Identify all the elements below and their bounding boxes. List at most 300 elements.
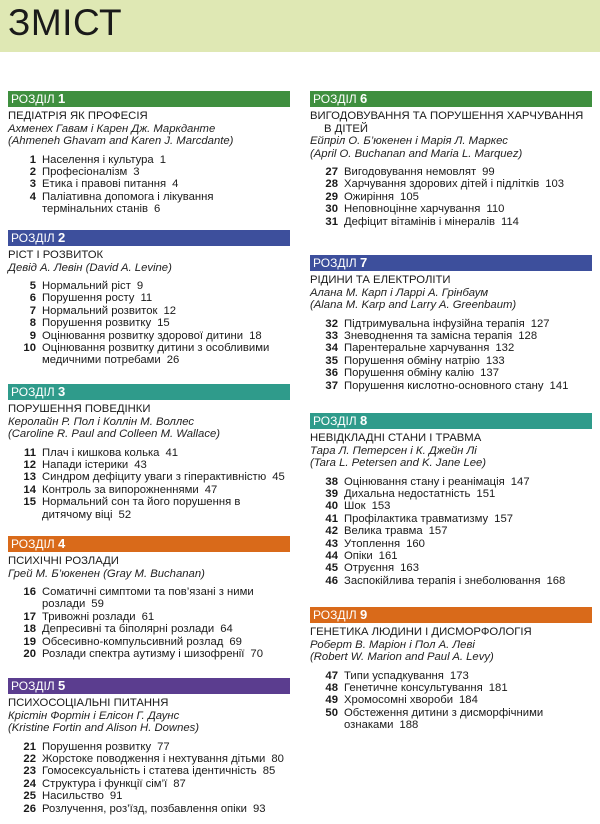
chapter-entry[interactable]	[310, 488, 592, 500]
chapter-title-line: Структура і функції сім’ї	[42, 777, 168, 790]
chapter-title	[42, 317, 290, 329]
chapter-title	[42, 623, 290, 635]
chapter-entry[interactable]	[8, 611, 290, 623]
chapter-page: 147	[510, 475, 530, 488]
chapter-page: 160	[406, 537, 425, 550]
chapter-page: 4	[172, 178, 179, 191]
chapter-entry[interactable]	[310, 380, 592, 392]
chapter-title	[42, 484, 290, 496]
chapter-list	[8, 447, 290, 521]
chapter-title	[344, 342, 592, 354]
chapter-title-line: Обсесивно-компульсивний розлад	[42, 635, 224, 648]
chapter-title	[42, 471, 290, 483]
chapter-number: 35	[325, 354, 338, 367]
chapter-title	[344, 550, 592, 562]
section-title: ПОРУШЕННЯ ПОВЕДІНКИ	[8, 403, 151, 415]
section-label: РОЗДІЛ	[313, 256, 357, 270]
chapter-list	[310, 318, 592, 392]
chapter-entry[interactable]	[8, 636, 290, 648]
section-label: РОЗДІЛ	[11, 385, 55, 399]
section-header-bar	[310, 91, 592, 107]
chapter-entry[interactable]	[8, 154, 290, 166]
section-label: РОЗДІЛ	[313, 414, 357, 428]
chapter-title-line: Шок	[344, 500, 366, 513]
chapter-page: 15	[157, 317, 170, 330]
chapter-page: 9	[136, 280, 144, 292]
chapter-page: 173	[449, 669, 469, 682]
chapter-title	[344, 178, 592, 190]
chapter-title-line: Депресивні та біполярні розлади	[42, 623, 215, 636]
section-number: 6	[360, 91, 368, 106]
chapter-title	[42, 330, 290, 342]
chapter-title-line: Порушення обміну натрію	[344, 354, 480, 367]
section-authors: Девід А. Левін (David A. Levine)	[8, 261, 172, 274]
section-header-bar	[8, 678, 290, 694]
chapter-number: 25	[23, 790, 36, 803]
chapter-number: 2	[29, 165, 36, 178]
chapter-number: 14	[23, 483, 36, 496]
chapter-title	[344, 318, 592, 330]
chapter-number: 24	[23, 777, 36, 790]
chapter-title	[344, 670, 592, 682]
chapter-page: 103	[545, 178, 565, 191]
section-authors: Тара Л. Петерсен і К. Джейн Лі	[310, 444, 477, 457]
chapter-page: 59	[91, 598, 104, 611]
chapter-title	[344, 562, 592, 574]
chapter-title-line: Нормальний розвиток	[42, 304, 158, 317]
chapter-number: 29	[325, 190, 338, 203]
chapter-title	[344, 330, 592, 342]
chapter-title-line: Контроль за випорожненнями	[42, 483, 199, 496]
chapter-page: 85	[262, 765, 276, 778]
chapter-number: 8	[29, 317, 36, 330]
toc-section	[310, 607, 592, 732]
chapter-page: 41	[165, 446, 179, 459]
section-authors: Роберт В. Маріон і Пол А. Леві	[310, 638, 475, 651]
toc-section	[8, 678, 290, 815]
section-header-bar	[8, 384, 290, 400]
chapter-entry[interactable]	[8, 305, 290, 317]
chapter-list	[310, 166, 592, 228]
chapter-number: 17	[23, 610, 36, 623]
chapter-title-line: Велика травма	[344, 525, 423, 538]
chapter-entry[interactable]	[8, 765, 290, 777]
chapter-title-line: Напади істерики	[42, 458, 129, 471]
chapter-entry[interactable]	[8, 342, 290, 367]
chapter-entry[interactable]	[8, 292, 290, 304]
chapter-title	[42, 741, 290, 753]
section-number: 7	[360, 255, 368, 270]
chapter-page: 45	[272, 471, 285, 484]
chapter-number: 37	[325, 379, 338, 392]
chapter-entry[interactable]	[8, 790, 290, 802]
chapter-title-line: Гомосексуальність і статева ідентичність	[42, 765, 257, 778]
chapter-page: 188	[399, 719, 419, 732]
chapter-number: 7	[29, 304, 36, 317]
chapter-number: 50	[325, 706, 338, 719]
chapter-entry[interactable]	[310, 500, 592, 512]
chapter-page: 80	[271, 752, 284, 765]
chapter-number: 5	[29, 280, 36, 292]
chapter-entry[interactable]	[310, 513, 592, 525]
chapter-entry[interactable]	[310, 694, 592, 706]
chapter-page: 137	[480, 367, 499, 380]
chapter-title-line: Тривожні розлади	[42, 610, 136, 623]
section-title: ВИГОДОВУВАННЯ ТА ПОРУШЕННЯ ХАРЧУВАННЯ	[310, 110, 584, 122]
chapter-page: 69	[229, 635, 242, 648]
chapter-title-line: Оцінювання стану і реанімація	[344, 475, 505, 488]
section-header-bar	[8, 91, 290, 107]
chapter-title	[42, 342, 290, 367]
chapter-entry[interactable]	[310, 342, 592, 354]
chapter-title	[42, 191, 290, 216]
chapter-number: 9	[29, 329, 36, 342]
chapter-list	[8, 586, 290, 660]
chapter-number: 21	[23, 740, 36, 753]
chapter-title-line: Ожиріння	[344, 190, 395, 203]
chapter-entry[interactable]	[310, 191, 592, 203]
chapter-title	[344, 380, 592, 392]
chapter-page: 43	[134, 458, 147, 471]
chapter-title	[42, 803, 290, 815]
chapter-title-line: Жорстоке поводження і нехтування дітьми	[42, 752, 266, 765]
page-title: ЗМІСТ	[8, 2, 123, 43]
chapter-entry[interactable]	[8, 330, 290, 342]
chapter-title-line: ознаками	[344, 719, 394, 732]
section-number: 8	[360, 413, 368, 428]
chapter-page: 161	[378, 549, 398, 562]
chapter-page: 132	[495, 342, 515, 355]
chapter-entry[interactable]	[8, 623, 290, 635]
chapter-title-line: медичними потребами	[42, 354, 161, 367]
chapter-title-line: Опіки	[344, 549, 373, 562]
chapter-entry[interactable]	[8, 741, 290, 753]
section-authors: Керолайн Р. Пол і Коллін М. Воллес	[8, 415, 195, 428]
chapter-page: 157	[494, 512, 514, 525]
chapter-title-line: Парентеральне харчування	[344, 342, 490, 355]
chapter-title	[344, 538, 592, 550]
chapter-entry[interactable]	[8, 586, 290, 611]
section-number: 5	[58, 678, 66, 693]
chapter-page: 133	[485, 354, 505, 367]
chapter-title-line: Профілактика травматизму	[344, 512, 489, 525]
chapter-page: 1	[159, 153, 167, 166]
chapter-number: 3	[29, 178, 36, 191]
chapter-page: 52	[118, 508, 132, 521]
chapter-entry[interactable]	[8, 753, 290, 765]
toc-section	[310, 91, 592, 228]
chapter-number: 12	[23, 458, 36, 471]
section-authors: (Ahmeneh Ghavam and Karen J. Marcdante)	[8, 135, 234, 147]
chapter-number: 28	[325, 178, 338, 191]
chapter-number: 30	[325, 203, 338, 216]
chapter-page: 181	[488, 681, 508, 694]
chapter-title	[42, 753, 290, 765]
chapter-entry[interactable]	[8, 447, 290, 459]
toc-section	[310, 255, 592, 392]
chapter-page: 87	[173, 777, 186, 790]
chapter-title-line: Соматичні симптоми та пов’язані з ними	[42, 586, 254, 598]
chapter-entry[interactable]	[310, 562, 592, 574]
chapter-entry[interactable]	[310, 550, 592, 562]
chapter-number: 34	[325, 342, 338, 355]
chapter-title-line: Хромосомні хвороби	[344, 694, 454, 707]
chapter-entry[interactable]	[8, 166, 290, 178]
chapter-number: 36	[325, 367, 338, 380]
chapter-number: 16	[23, 586, 36, 598]
section-title: В ДІТЕЙ	[324, 122, 369, 135]
chapter-title-line: Дефіцит вітамінів і мінералів	[344, 215, 495, 228]
chapter-entry[interactable]	[310, 330, 592, 342]
chapter-title-line: дитячому віці	[42, 508, 113, 521]
chapter-entry[interactable]	[310, 525, 592, 537]
chapter-page: 168	[546, 574, 566, 587]
chapter-page: 11	[140, 292, 153, 305]
chapter-entry[interactable]	[8, 471, 290, 483]
chapter-entry[interactable]	[310, 538, 592, 550]
chapter-title	[42, 305, 290, 317]
chapter-title	[344, 694, 592, 706]
section-number: 3	[58, 384, 66, 399]
section-authors: Крістін Фортін і Елісон Г. Даунс	[8, 709, 180, 722]
chapter-page: 77	[157, 740, 170, 753]
chapter-title	[42, 292, 290, 304]
section-label: РОЗДІЛ	[313, 92, 357, 106]
chapter-page: 105	[400, 190, 419, 203]
section-authors: (Caroline R. Paul and Colleen M. Wallace)	[8, 428, 221, 440]
section-label: РОЗДІЛ	[313, 608, 357, 622]
chapter-number: 1	[29, 153, 36, 166]
section-number: 4	[58, 536, 66, 551]
chapter-title	[42, 648, 290, 660]
chapter-entry[interactable]	[310, 707, 592, 732]
chapter-title-line: Порушення розвитку	[42, 317, 152, 330]
chapter-title-line: Насильство	[42, 790, 104, 803]
chapter-number: 31	[325, 215, 338, 228]
section-number: 2	[58, 230, 66, 245]
section-title: НЕВІДКЛАДНІ СТАНИ І ТРАВМА	[310, 432, 482, 444]
chapter-title-line: Зневоднення та замісна терапія	[344, 329, 513, 342]
chapter-title-line: Плач і кишкова колька	[42, 446, 160, 459]
chapter-title	[42, 636, 290, 648]
chapter-number: 48	[325, 681, 338, 694]
chapter-entry[interactable]	[310, 670, 592, 682]
chapter-number: 18	[23, 623, 36, 636]
chapter-title	[344, 166, 592, 178]
section-label: РОЗДІЛ	[11, 92, 55, 106]
section-authors: Алана М. Карп і Ларрі А. Грінбаум	[310, 286, 489, 299]
chapter-entry[interactable]	[8, 648, 290, 660]
chapter-title	[42, 778, 290, 790]
chapter-list	[8, 741, 290, 815]
chapter-entry[interactable]	[8, 191, 290, 216]
chapter-title	[42, 459, 290, 471]
section-header-bar	[310, 607, 592, 623]
chapter-entry[interactable]	[310, 682, 592, 694]
chapter-entry[interactable]	[8, 280, 290, 292]
chapter-page: 47	[204, 483, 218, 496]
section-header-bar	[8, 230, 290, 246]
chapter-number: 11	[24, 446, 36, 459]
chapter-number: 20	[23, 648, 36, 661]
chapter-page: 18	[249, 329, 262, 342]
chapter-number: 19	[23, 635, 36, 648]
chapter-title	[42, 496, 290, 521]
chapter-title	[42, 280, 290, 292]
chapter-number: 38	[325, 475, 338, 488]
chapter-entry[interactable]	[310, 355, 592, 367]
section-title: РІСТ І РОЗВИТОК	[8, 249, 104, 261]
chapter-list	[310, 476, 592, 588]
chapter-page: 93	[252, 802, 266, 815]
section-header-bar	[310, 255, 592, 271]
section-authors: (Alana M. Karp and Larry A. Greenbaum)	[310, 299, 517, 311]
chapter-title-line: Неповноцінне харчування	[344, 203, 481, 216]
chapter-title-line: Вигодовування немовлят	[344, 166, 477, 178]
chapter-title-line: Розлучення, роз’їзд, позбавлення опіки	[42, 802, 247, 815]
chapter-title-line: Нормальний ріст	[42, 280, 131, 292]
chapter-entry[interactable]	[8, 778, 290, 790]
chapter-number: 46	[325, 574, 338, 587]
chapter-number: 42	[325, 525, 338, 538]
chapter-number: 6	[29, 292, 36, 305]
section-authors: (Robert W. Marion and Paul A. Levy)	[310, 651, 494, 663]
chapter-entry[interactable]	[310, 166, 592, 178]
chapter-title-line: Нормальний сон та його порушення в	[42, 496, 241, 509]
chapter-entry[interactable]	[8, 484, 290, 496]
chapter-title-line: Порушення росту	[42, 292, 135, 305]
chapter-number: 41	[325, 512, 338, 525]
chapter-number: 22	[23, 752, 36, 765]
chapter-entry[interactable]	[310, 476, 592, 488]
chapter-page: 157	[428, 525, 448, 538]
chapter-number: 27	[325, 166, 338, 178]
section-number: 1	[58, 91, 66, 106]
section-label: РОЗДІЛ	[11, 679, 55, 693]
section-label: РОЗДІЛ	[11, 537, 55, 551]
chapter-entry[interactable]	[8, 496, 290, 521]
chapter-title	[42, 790, 290, 802]
chapter-page: 3	[133, 165, 140, 178]
section-authors: Грей М. Б’юкенен (Gray M. Buchanan)	[8, 567, 205, 580]
chapter-title	[42, 178, 290, 190]
chapter-number: 40	[325, 500, 338, 513]
chapter-entry[interactable]	[310, 216, 592, 228]
toc-section	[8, 230, 290, 367]
chapter-title	[42, 166, 290, 178]
section-header-bar	[310, 413, 592, 429]
chapter-title	[344, 513, 592, 525]
chapter-page: 99	[482, 166, 495, 178]
chapter-list	[310, 670, 592, 732]
chapter-title	[42, 154, 290, 166]
chapter-entry[interactable]	[310, 178, 592, 190]
chapter-title-line: Порушення розвитку	[42, 740, 152, 753]
section-title: ПСИХІЧНІ РОЗЛАДИ	[8, 555, 119, 567]
chapter-page: 163	[400, 562, 419, 575]
toc-section	[8, 536, 290, 660]
chapter-title	[42, 611, 290, 623]
toc-section	[8, 91, 290, 216]
chapter-list	[8, 154, 290, 216]
chapter-title	[344, 191, 592, 203]
chapter-page: 6	[153, 203, 161, 216]
chapter-page: 61	[141, 610, 155, 623]
chapter-title	[344, 476, 592, 488]
chapter-title	[344, 500, 592, 512]
chapter-entry[interactable]	[8, 803, 290, 815]
chapter-title-line: Отруєння	[344, 562, 395, 575]
section-header-bar	[8, 536, 290, 552]
chapter-number: 23	[23, 765, 36, 778]
chapter-entry[interactable]	[310, 367, 592, 379]
chapter-page: 141	[549, 379, 569, 392]
section-title: ПЕДІАТРІЯ ЯК ПРОФЕСІЯ	[8, 110, 148, 122]
chapter-page: 26	[166, 354, 180, 367]
chapter-page: 91	[109, 790, 123, 803]
chapter-entry[interactable]	[310, 575, 592, 587]
chapter-entry[interactable]	[310, 318, 592, 330]
chapter-number: 10	[23, 342, 36, 355]
chapter-title	[344, 575, 592, 587]
section-authors: Ахменех Гавам і Карен Дж. Маркданте	[8, 122, 216, 135]
chapter-page: 110	[486, 203, 505, 216]
chapter-list	[8, 280, 290, 367]
chapter-title-line: Професіоналізм	[42, 165, 128, 178]
chapter-entry[interactable]	[8, 178, 290, 190]
chapter-title-line: Паліативна допомога і лікування	[42, 190, 214, 203]
section-authors: (Kristine Fortin and Alison H. Downes)	[8, 722, 200, 734]
chapter-title	[344, 216, 592, 228]
chapter-number: 49	[325, 694, 338, 707]
chapter-page: 114	[500, 215, 519, 228]
chapter-number: 47	[325, 669, 338, 682]
chapter-title-line: Утоплення	[344, 537, 401, 550]
chapter-title	[42, 765, 290, 777]
chapter-title	[344, 355, 592, 367]
chapter-title	[344, 367, 592, 379]
chapter-number: 13	[23, 471, 36, 484]
chapter-number: 15	[23, 496, 36, 509]
section-number: 9	[360, 607, 368, 622]
section-authors: (Tara L. Petersen and K. Jane Lee)	[310, 457, 487, 469]
chapter-entry[interactable]	[8, 459, 290, 471]
toc-section	[310, 413, 592, 587]
section-title: РІДИНИ ТА ЕЛЕКТРОЛІТИ	[310, 274, 451, 286]
chapter-entry[interactable]	[8, 317, 290, 329]
chapter-title-line: Заспокійлива терапія і знеболювання	[344, 574, 541, 587]
chapter-title	[42, 447, 290, 459]
chapter-number: 26	[23, 802, 36, 815]
section-authors: (April O. Buchanan and Maria L. Marquez)	[310, 147, 523, 160]
chapter-title-line: розлади	[42, 598, 86, 611]
chapter-page: 153	[371, 500, 391, 513]
chapter-number: 39	[325, 487, 338, 500]
chapter-title-line: Оцінювання розвитку дитини з особливими	[42, 342, 270, 355]
page-header	[0, 0, 600, 52]
chapter-title-line: Оцінювання розвитку здорової дитини	[42, 329, 244, 342]
chapter-title	[344, 707, 592, 732]
chapter-title	[42, 586, 290, 611]
chapter-entry[interactable]	[310, 203, 592, 215]
chapter-title-line: Харчування здорових дітей і підлітків	[344, 178, 540, 191]
toc-section	[8, 384, 290, 521]
chapter-title-line: Обстеження дитини з дисморфічними	[344, 706, 544, 719]
chapter-title	[344, 525, 592, 537]
chapter-number: 33	[325, 329, 338, 342]
chapter-title-line: Порушення обміну калію	[344, 367, 475, 380]
section-title: ГЕНЕТИКА ЛЮДИНИ І ДИСМОРФОЛОГІЯ	[310, 626, 532, 638]
